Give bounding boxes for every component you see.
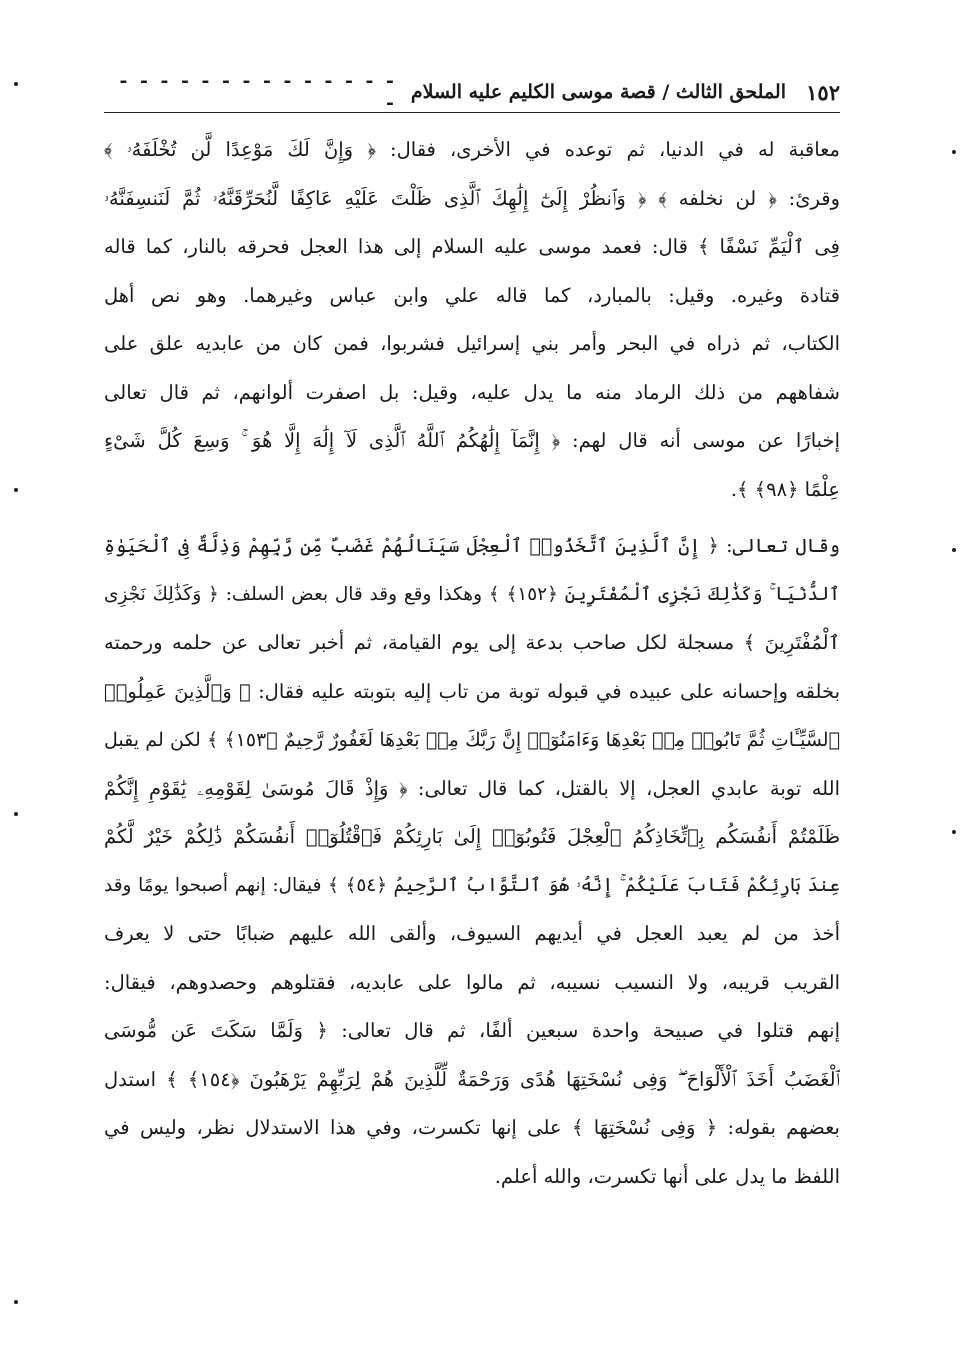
scan-speck: [952, 150, 956, 154]
text-line: الكتاب، ثم ذراه في البحر وأمر بني إسرائيل فشربوا، فمن كان من عابديه علق على: [104, 332, 840, 355]
text-line: ٱلْغَضَبُ أَخَذَ ٱلْأَلْوَاحَ ۖ وَفِى نُسْخَتِهَا هُدًى وَرَحْمَةٌ لِّلَّذِينَ هُمْ لِرَبِّهِمْ يَرْهَبُونَ ﴿١٥٤﴾ ﴾ استدل: [104, 1067, 840, 1091]
scan-speck: [952, 548, 956, 552]
text-line: فِى ٱلْيَمِّ نَسْفًا ﴾ قال: فعمد موسى عليه السلام إلى هذا العجل فحرقه بالنار، كما قاله: [104, 235, 840, 258]
text-line: إنهم قتلوا في صبيحة واحدة سبعين ألفًا، ثم قال تعالى: ﴿ وَلَمَّا سَكَتَ عَن مُّوسَى: [104, 1019, 840, 1042]
scan-speck: [14, 82, 18, 86]
paragraph-1: [104, 126, 840, 514]
text-line: وقرئ: ﴿ لن نخلفه ﴾ ﴿ وَٱنظُرْ إِلَىٰٓ إِلَٰهِكَ ٱلَّذِى ظَلْتَ عَلَيْهِ عَاكِفًا لَّنُحَرِّقَنَّهُۥ ثُمَّ لَنَنسِفَنَّهُۥ: [104, 186, 840, 210]
chapter-title: الملحق الثالث / قصة موسى الكليم عليه السلام: [410, 81, 786, 103]
page-number: ١٥٢: [806, 79, 840, 105]
text-line: القريب قريبه، ولا النسيب نسيبه، ثم مالوا على عابديه، فقتلوهم وحصدوهم، فيقال:: [104, 970, 840, 994]
scan-speck: [14, 812, 18, 816]
text-line: ظَلَمْتُمْ أَنفُسَكُم بِٱتِّخَاذِكُمُ ٱلْعِجْلَ فَتُوبُوٓا۟ إِلَىٰ بَارِئِكُمْ فَٱقْتُلُوٓا۟ أَنفُسَكُمْ ذَٰلِكُمْ خَيْرٌ لَّكُمْ: [104, 825, 840, 848]
text-line: معاقبة له في الدنيا، ثم توعده في الأخرى، فقال: ﴿ وَإِنَّ لَكَ مَوْعِدًا لَّن تُخْلَفَهُۥ ﴾: [104, 138, 840, 161]
text-line: وقال تعالى: ﴿ إِنَّ ٱلَّذِينَ ٱتَّخَذُوا۟ ٱلْعِجْلَ سَيَنَالُهُمْ غَضَبٌ مِّن رَّبِّهِمْ وَذِلَّةٌ فِى ٱلْحَيَوٰةِ: [104, 535, 840, 557]
text-line: اللفظ ما يدل على أنها تكسرت، والله أعلم.: [494, 1164, 840, 1188]
running-header: [104, 72, 840, 113]
scan-speck: [14, 1300, 18, 1304]
text-line: إخبارًا عن موسى أنه قال لهم: ﴿ إِنَّمَآ إِلَٰهُكُمُ ٱللَّهُ ٱلَّذِى لَآ إِلَٰهَ إِلَّا هُوَ ۚ وَسِعَ كُلَّ شَىْءٍ: [104, 429, 840, 452]
paragraph-2: [104, 522, 840, 1201]
text-line: بعضهم بقوله: ﴿ وَفِى نُسْخَتِهَا ﴾ على إنها تكسرت، وفي هذا الاستدلال نظر، وليس في: [104, 1116, 840, 1139]
text-line: بخلقه وإحسانه على عبيده في قبوله توبة من تاب إليه بتوبته عليه فقال: ﴿ وَٱلَّذِينَ عَمِلُوا۟: [104, 679, 840, 703]
text-line: ٱلسَّيِّـَٔاتِ ثُمَّ تَابُوا۟ مِنۢ بَعْدِهَا وَءَامَنُوٓا۟ إِنَّ رَبَّكَ مِنۢ بَعْدِهَا لَغَفُورٌ رَّحِيمٌ ﴿١٥٣﴾ ﴾ لكن لم يقبل: [104, 729, 840, 751]
text-line: عِندَ بَارِئِكُمْ فَتَابَ عَلَيْكُمْ ۚ إِنَّهُۥ هُوَ ٱلتَّوَّابُ ٱلرَّحِيمُ ﴿٥٤﴾ ﴾ فيقال: إنهم أصبحوا يومًا وقد: [104, 874, 840, 896]
text-line: الله توبة عابدي العجل، إلا بالقتل، كما قال تعالى: ﴿ وَإِذْ قَالَ مُوسَىٰ لِقَوْمِهِۦ يَٰقَوْمِ إِنَّكُمْ: [104, 776, 840, 800]
text-line: ٱلدُّنْيَا ۚ وَكَذَٰلِكَ نَجْزِى ٱلْمُفْتَرِينَ ﴿١٥٢﴾ ﴾ وهكذا وقع وقد قال بعض السلف: ﴿ وَكَذَٰلِكَ نَجْزِى: [104, 583, 840, 605]
text-line: ٱلْمُفْتَرِينَ ﴾ مسجلة لكل صاحب بدعة إلى يوم القيامة، ثم أخبر تعالى عن حلمه ورحمته: [104, 631, 840, 654]
text-line: شفاههم من ذلك الرماد منه ما يدل عليه، وقيل: بل اصفرت ألوانهم، ثم قال تعالى: [104, 380, 840, 404]
text-line: عِلْمًا ﴿٩٨﴾ ﴾.: [730, 477, 840, 501]
scan-speck: [14, 488, 18, 492]
header-dashes: - - - - - - - - - - - - - - -: [119, 70, 397, 114]
paragraph-gap: [104, 514, 840, 522]
scan-speck: [952, 830, 956, 834]
body-text: [104, 126, 840, 1201]
text-line: قتادة وغيره. وقيل: بالمبارد، كما قاله علي وابن عباس وغيرهما. وهو نص أهل: [104, 283, 840, 307]
text-line: أخذ من لم يعبد العجل في أيديهم السيوف، وألقى الله عليهم ضبابًا حتى لا يعرف: [104, 922, 840, 945]
